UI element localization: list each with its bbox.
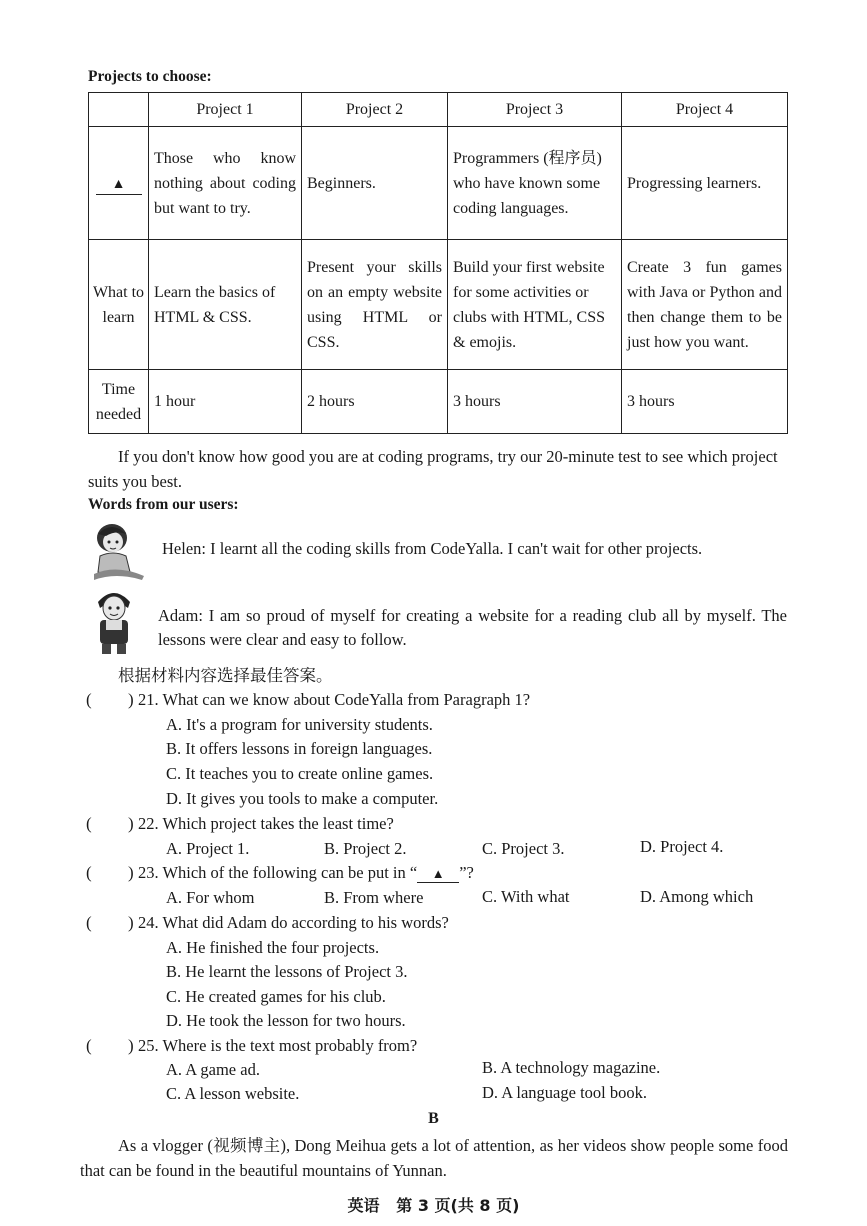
q21-option-b: B. It offers lessons in foreign languages. bbox=[166, 739, 433, 758]
question-22-stem: 22. Which project takes the least time? bbox=[138, 814, 394, 833]
table-cell: 1 hour bbox=[149, 370, 302, 434]
q24-option-c: C. He created games for his club. bbox=[166, 987, 386, 1006]
table-header-cell: Project 4 bbox=[622, 93, 788, 127]
table-cell: Build your first website for some activities or clubs with HTML, CSS & emojis. bbox=[448, 240, 622, 370]
q21-option-a: A. It's a program for university students. bbox=[166, 715, 433, 734]
q25-option-c: C. A lesson website. bbox=[166, 1084, 300, 1103]
triangle-blank: ▲ bbox=[96, 176, 142, 195]
q23-stem-after: ”? bbox=[459, 863, 474, 882]
row-label-blank bbox=[89, 127, 149, 240]
table-cell: Beginners. bbox=[302, 127, 448, 240]
question-23-stem bbox=[138, 863, 474, 883]
q23-option-b: B. From where bbox=[324, 888, 424, 907]
answer-paren-close: ) bbox=[128, 863, 134, 882]
answer-paren-open: ( bbox=[86, 814, 92, 833]
instruction: 根据材料内容选择最佳答案。 bbox=[118, 666, 333, 685]
user-quote-adam: Adam: I am so proud of myself for creating a website for a reading club all by myself. The lessons were clear and easy to follow. bbox=[158, 606, 787, 649]
answer-paren-open: ( bbox=[86, 690, 92, 709]
answer-paren-close: ) bbox=[128, 814, 134, 833]
answer-paren-open: ( bbox=[86, 913, 92, 932]
table-cell: Programmers (程序员) who have known some coding languages. bbox=[448, 127, 622, 240]
q21-option-c: C. It teaches you to create online games. bbox=[166, 764, 434, 783]
answer-paren-close: ) bbox=[128, 1036, 134, 1055]
q25-option-b: B. A technology magazine. bbox=[482, 1058, 661, 1077]
table-cell: 3 hours bbox=[622, 370, 788, 434]
table-header-cell: Project 1 bbox=[149, 93, 302, 127]
table-row bbox=[89, 127, 788, 240]
projects-table bbox=[88, 92, 788, 434]
section-title: Projects to choose: bbox=[88, 68, 212, 85]
q24-option-b: B. He learnt the lessons of Project 3. bbox=[166, 962, 408, 981]
q23-option-d: D. Among which bbox=[640, 887, 754, 906]
helen-avatar-icon bbox=[86, 520, 146, 582]
q24-option-d: D. He took the lesson for two hours. bbox=[166, 1011, 406, 1030]
table-header-cell: Project 2 bbox=[302, 93, 448, 127]
q23-stem-before: 23. Which of the following can be put in “ bbox=[138, 863, 418, 882]
q25-option-a: A. A game ad. bbox=[166, 1060, 260, 1079]
table-cell: Learn the basics of HTML & CSS. bbox=[149, 240, 302, 370]
table-cell: Create 3 fun games with Java or Python and then change them to be just how you want. bbox=[622, 240, 788, 370]
q23-blank: ▲ bbox=[417, 866, 459, 883]
part-b-paragraph: As a vlogger (视频博主), Dong Meihua gets a lot of attention, as her videos show people some food that can be found in the beautiful mountains of Yunnan. bbox=[80, 1136, 788, 1180]
row-label: What to learn bbox=[89, 240, 149, 370]
table-row bbox=[89, 370, 788, 434]
question-21-stem: 21. What can we know about CodeYalla from Paragraph 1? bbox=[138, 690, 531, 709]
table-cell: 3 hours bbox=[448, 370, 622, 434]
table-cell: Progressing learners. bbox=[622, 127, 788, 240]
page-footer: 英语 第 3 页(共 8 页) bbox=[347, 1196, 520, 1215]
q22-option-b: B. Project 2. bbox=[324, 839, 407, 858]
answer-paren-open: ( bbox=[86, 1036, 92, 1055]
table-cell: 2 hours bbox=[302, 370, 448, 434]
table-header-row bbox=[89, 93, 788, 127]
answer-paren-open: ( bbox=[86, 863, 92, 882]
part-b-title: B bbox=[428, 1110, 439, 1127]
q23-option-c: C. With what bbox=[482, 887, 570, 906]
question-25-stem: 25. Where is the text most probably from? bbox=[138, 1036, 418, 1055]
answer-paren-close: ) bbox=[128, 913, 134, 932]
q23-option-a: A. For whom bbox=[166, 888, 255, 907]
q22-option-c: C. Project 3. bbox=[482, 839, 565, 858]
q22-option-d: D. Project 4. bbox=[640, 837, 724, 856]
user-quote-helen: Helen: I learnt all the coding skills from CodeYalla. I can't wait for other projects. bbox=[162, 539, 703, 558]
q24-option-a: A. He finished the four projects. bbox=[166, 938, 380, 957]
adam-avatar-icon bbox=[88, 586, 140, 656]
table-cell: Those who know nothing about coding but want to try. bbox=[149, 127, 302, 240]
table-cell: Present your skills on an empty website using HTML or CSS. bbox=[302, 240, 448, 370]
q21-option-d: D. It gives you tools to make a computer. bbox=[166, 789, 439, 808]
question-24-stem: 24. What did Adam do according to his words? bbox=[138, 913, 449, 932]
table-row bbox=[89, 240, 788, 370]
answer-paren-close: ) bbox=[128, 690, 134, 709]
row-label: Time needed bbox=[89, 370, 149, 434]
q25-option-d: D. A language tool book. bbox=[482, 1083, 647, 1102]
table-header-cell bbox=[89, 93, 149, 127]
test-note: If you don't know how good you are at coding programs, try our 20-minute test to see which project suits you best. bbox=[88, 447, 778, 491]
users-title: Words from our users: bbox=[88, 496, 239, 513]
table-header-cell: Project 3 bbox=[448, 93, 622, 127]
q22-option-a: A. Project 1. bbox=[166, 839, 250, 858]
